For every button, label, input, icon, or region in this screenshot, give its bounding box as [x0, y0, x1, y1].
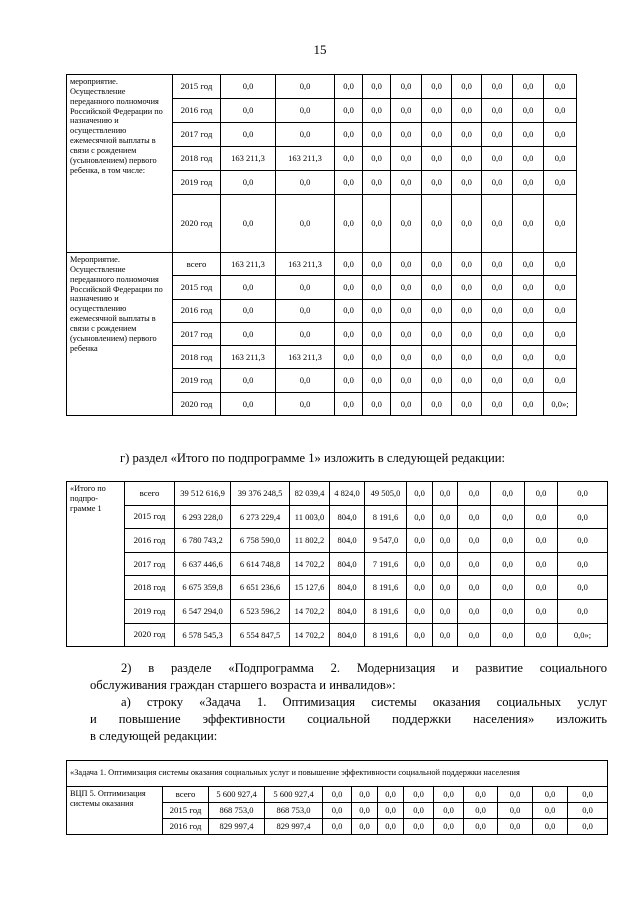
value-cell: 0,0 [391, 322, 422, 345]
paragraph-2-line-4: и повышение эффективности социальной поддержки населения» изложить [90, 712, 607, 726]
value-cell: 0,0 [452, 99, 482, 123]
value-cell: 5 600 927,4 [265, 787, 323, 803]
value-cell: 6 293 228,0 [175, 505, 231, 529]
value-cell: 14 702,2 [290, 599, 330, 623]
value-cell: 0,0 [491, 505, 525, 529]
value-cell: 0,0 [335, 195, 363, 253]
value-cell: 804,0 [330, 529, 365, 553]
value-cell: 0,0 [276, 322, 335, 345]
value-cell: 0,0 [434, 803, 464, 819]
value-cell: 0,0 [513, 147, 544, 171]
value-cell: 8 191,6 [365, 505, 407, 529]
value-cell: 0,0 [335, 392, 363, 415]
period-cell: всего [163, 787, 209, 803]
value-cell: 0,0 [513, 195, 544, 253]
value-cell: 0,0 [544, 171, 577, 195]
value-cell: 0,0 [482, 75, 513, 99]
value-cell: 0,0 [363, 99, 391, 123]
value-cell: 6 758 590,0 [231, 529, 290, 553]
value-cell: 0,0 [221, 299, 276, 322]
table-row [67, 787, 608, 803]
value-cell: 0,0 [276, 99, 335, 123]
value-cell: 0,0 [221, 322, 276, 345]
value-cell: 0,0 [391, 253, 422, 276]
value-cell: 163 211,3 [276, 147, 335, 171]
value-cell: 0,0 [544, 346, 577, 369]
value-cell: 6 614 748,8 [231, 552, 290, 576]
value-cell: 0,0 [513, 276, 544, 299]
period-cell: 2016 год [173, 99, 221, 123]
paragraph-g: г) раздел «Итого по подпрограмме 1» изложить в следующей редакции: [120, 451, 506, 465]
value-cell: 0,0 [221, 171, 276, 195]
value-cell: 0,0 [452, 195, 482, 253]
value-cell: 6 637 446,6 [175, 552, 231, 576]
table-row [67, 576, 608, 600]
value-cell: 0,0 [482, 299, 513, 322]
value-cell: 0,0 [544, 195, 577, 253]
value-cell: 0,0 [363, 253, 391, 276]
period-cell: 2017 год [125, 552, 175, 576]
period-cell: 2016 год [173, 299, 221, 322]
value-cell: 0,0 [276, 369, 335, 392]
value-cell: 0,0 [422, 346, 452, 369]
value-cell: 0,0 [544, 99, 577, 123]
value-cell: 0,0 [458, 552, 491, 576]
value-cell: 0,0 [335, 299, 363, 322]
value-cell: 0,0 [434, 819, 464, 835]
period-cell: 2017 год [173, 123, 221, 147]
value-cell: 0,0 [363, 392, 391, 415]
value-cell: 0,0 [276, 171, 335, 195]
value-cell: 0,0 [407, 505, 433, 529]
value-cell: 0,0 [323, 787, 352, 803]
value-cell: 0,0 [482, 253, 513, 276]
period-cell: 2020 год [173, 195, 221, 253]
value-cell: 0,0 [422, 195, 452, 253]
value-cell: 0,0 [568, 819, 608, 835]
value-cell: 0,0 [363, 322, 391, 345]
value-cell: 0,0 [335, 147, 363, 171]
value-cell: 0,0 [335, 99, 363, 123]
value-cell: 0,0 [558, 482, 608, 506]
value-cell: 6 578 545,3 [175, 623, 231, 647]
value-cell: 0,0 [335, 171, 363, 195]
table-row [67, 505, 608, 529]
value-cell: 6 554 847,5 [231, 623, 290, 647]
value-cell: 0,0 [335, 369, 363, 392]
value-cell: 0,0 [544, 123, 577, 147]
paragraph-2-line-3: а) строку «Задача 1. Оптимизация системы оказания социальных услуг [121, 695, 607, 709]
value-cell: 49 505,0 [365, 482, 407, 506]
value-cell: 0,0 [452, 346, 482, 369]
value-cell: 8 191,6 [365, 599, 407, 623]
value-cell: 0,0 [433, 482, 458, 506]
value-cell: 6 547 294,0 [175, 599, 231, 623]
value-cell: 0,0 [221, 195, 276, 253]
value-cell: 0,0 [363, 147, 391, 171]
value-cell: 0,0 [525, 599, 558, 623]
period-cell: 2018 год [125, 576, 175, 600]
value-cell: 0,0 [378, 803, 404, 819]
value-cell: 0,0 [513, 171, 544, 195]
value-cell: 0,0 [276, 123, 335, 147]
value-cell: 804,0 [330, 505, 365, 529]
value-cell: 0,0 [422, 99, 452, 123]
value-cell: 0,0 [352, 819, 378, 835]
value-cell: 0,0 [482, 99, 513, 123]
value-cell: 0,0 [498, 803, 533, 819]
period-cell: 2015 год [173, 75, 221, 99]
value-cell: 0,0 [513, 99, 544, 123]
value-cell: 0,0 [452, 322, 482, 345]
value-cell: 4 824,0 [330, 482, 365, 506]
value-cell: 0,0 [404, 803, 434, 819]
paragraph-2-line-5: в следующей редакции: [90, 729, 218, 743]
value-cell: 0,0 [404, 787, 434, 803]
value-cell: 39 512 616,9 [175, 482, 231, 506]
value-cell: 14 702,2 [290, 552, 330, 576]
value-cell: 5 600 927,4 [209, 787, 265, 803]
table-row [67, 529, 608, 553]
value-cell: 14 702,2 [290, 623, 330, 647]
value-cell: 0,0 [221, 276, 276, 299]
value-cell: 0,0 [525, 505, 558, 529]
value-cell: 163 211,3 [276, 253, 335, 276]
value-cell: 0,0 [458, 623, 491, 647]
value-cell: 0,0 [568, 803, 608, 819]
value-cell: 0,0 [433, 623, 458, 647]
period-cell: 2015 год [125, 505, 175, 529]
value-cell: 0,0 [221, 392, 276, 415]
value-cell: 0,0 [363, 369, 391, 392]
value-cell: 163 211,3 [276, 346, 335, 369]
value-cell: 0,0 [458, 529, 491, 553]
value-cell: 0,0 [276, 299, 335, 322]
value-cell: 0,0 [498, 819, 533, 835]
table-task-1 [66, 760, 608, 835]
table-total-subprogram-1 [66, 481, 608, 647]
value-cell: 0,0 [323, 803, 352, 819]
value-cell: 0,0 [452, 369, 482, 392]
value-cell: 0,0 [407, 529, 433, 553]
value-cell: 0,0 [407, 599, 433, 623]
value-cell: 0,0 [513, 346, 544, 369]
value-cell: 0,0 [452, 123, 482, 147]
value-cell: 0,0 [433, 599, 458, 623]
value-cell: 0,0 [491, 482, 525, 506]
value-cell: 0,0 [513, 75, 544, 99]
value-cell: 7 191,6 [365, 552, 407, 576]
value-cell: 0,0 [568, 787, 608, 803]
value-cell: 0,0 [525, 623, 558, 647]
value-cell: 0,0 [482, 369, 513, 392]
value-cell: 0,0 [452, 392, 482, 415]
value-cell: 0,0 [482, 322, 513, 345]
period-cell: 2018 год [173, 346, 221, 369]
value-cell: 0,0 [433, 529, 458, 553]
value-cell: 0,0 [391, 75, 422, 99]
value-cell: 0,0 [407, 552, 433, 576]
period-cell: 2019 год [173, 171, 221, 195]
row-label: мероприятие. Осуществление переданного полномочия Российской Федерации по назначению и осуществлению ежемесячной выплаты в связи с рождением (усыновлением) первого ребенка, в том числе: [67, 75, 173, 253]
value-cell: 163 211,3 [221, 147, 276, 171]
value-cell: 0,0 [276, 75, 335, 99]
value-cell: 0,0 [434, 787, 464, 803]
value-cell: 0,0 [513, 299, 544, 322]
value-cell: 0,0 [391, 171, 422, 195]
value-cell: 0,0 [391, 276, 422, 299]
value-cell: 0,0 [335, 123, 363, 147]
value-cell: 0,0 [491, 599, 525, 623]
value-cell: 0,0 [452, 75, 482, 99]
value-cell: 0,0 [464, 803, 498, 819]
value-cell: 804,0 [330, 552, 365, 576]
value-cell: 0,0 [525, 529, 558, 553]
table-row [67, 552, 608, 576]
value-cell: 0,0 [433, 576, 458, 600]
value-cell: 0,0 [363, 346, 391, 369]
value-cell: 6 651 236,6 [231, 576, 290, 600]
row-label: «Итого по подпро-грамме 1 [67, 482, 125, 647]
value-cell: 0,0 [558, 505, 608, 529]
value-cell: 0,0 [513, 322, 544, 345]
value-cell: 0,0 [221, 123, 276, 147]
value-cell: 0,0 [525, 482, 558, 506]
value-cell: 8 191,6 [365, 623, 407, 647]
period-cell: всего [173, 253, 221, 276]
value-cell: 0,0 [464, 787, 498, 803]
value-cell: 0,0 [458, 576, 491, 600]
value-cell: 0,0 [482, 346, 513, 369]
value-cell: 0,0 [422, 392, 452, 415]
value-cell: 0,0 [422, 147, 452, 171]
value-cell: 0,0 [276, 276, 335, 299]
period-cell: 2019 год [173, 369, 221, 392]
value-cell: 0,0 [533, 819, 568, 835]
value-cell: 0,0 [363, 171, 391, 195]
value-cell: 0,0 [482, 123, 513, 147]
period-cell: 2020 год [173, 392, 221, 415]
value-cell: 0,0 [558, 529, 608, 553]
value-cell: 0,0 [422, 322, 452, 345]
value-cell: 0,0 [391, 123, 422, 147]
value-cell: 0,0 [533, 803, 568, 819]
value-cell: 11 003,0 [290, 505, 330, 529]
value-cell: 0,0 [558, 576, 608, 600]
value-cell: 0,0 [352, 803, 378, 819]
value-cell: 0,0 [422, 253, 452, 276]
value-cell: 804,0 [330, 599, 365, 623]
value-cell: 39 376 248,5 [231, 482, 290, 506]
value-cell: 0,0 [533, 787, 568, 803]
value-cell: 0,0 [525, 576, 558, 600]
value-cell: 0,0 [363, 195, 391, 253]
value-cell: 0,0 [221, 99, 276, 123]
value-cell: 0,0 [513, 369, 544, 392]
value-cell: 0,0 [391, 369, 422, 392]
value-cell: 0,0 [525, 552, 558, 576]
period-cell: 2017 год [173, 322, 221, 345]
value-cell: 0,0 [482, 195, 513, 253]
value-cell: 0,0 [422, 123, 452, 147]
value-cell: 0,0 [452, 253, 482, 276]
value-cell: 0,0 [276, 195, 335, 253]
value-cell: 0,0 [323, 819, 352, 835]
value-cell: 0,0 [391, 299, 422, 322]
value-cell: 0,0 [558, 599, 608, 623]
value-cell: 0,0 [422, 171, 452, 195]
value-cell: 0,0 [452, 147, 482, 171]
value-cell: 0,0 [452, 276, 482, 299]
value-cell: 0,0 [378, 787, 404, 803]
value-cell: 804,0 [330, 623, 365, 647]
value-cell: 0,0 [335, 322, 363, 345]
value-cell: 0,0 [458, 482, 491, 506]
value-cell: 0,0 [513, 123, 544, 147]
value-cell: 0,0 [391, 99, 422, 123]
value-cell: 868 753,0 [209, 803, 265, 819]
value-cell: 9 547,0 [365, 529, 407, 553]
page-number: 15 [313, 42, 327, 57]
value-cell: 0,0 [452, 171, 482, 195]
value-cell: 0,0 [513, 253, 544, 276]
value-cell: 868 753,0 [265, 803, 323, 819]
value-cell: 163 211,3 [221, 253, 276, 276]
table-header-row [67, 761, 608, 787]
value-cell: 829 997,4 [265, 819, 323, 835]
value-cell: 6 780 743,2 [175, 529, 231, 553]
value-cell: 0,0 [407, 576, 433, 600]
table-row [67, 623, 608, 647]
value-cell: 0,0 [544, 147, 577, 171]
value-cell: 0,0»; [544, 392, 577, 415]
value-cell: 0,0 [404, 819, 434, 835]
value-cell: 0,0 [433, 505, 458, 529]
value-cell: 0,0 [491, 576, 525, 600]
value-cell: 829 997,4 [209, 819, 265, 835]
value-cell: 163 211,3 [221, 346, 276, 369]
period-cell: 2016 год [125, 529, 175, 553]
table-row [67, 599, 608, 623]
value-cell: 0,0 [335, 346, 363, 369]
value-cell: 0,0 [391, 392, 422, 415]
value-cell: 0,0 [452, 299, 482, 322]
value-cell: 6 523 596,2 [231, 599, 290, 623]
value-cell: 0,0 [422, 75, 452, 99]
value-cell: 0,0 [363, 123, 391, 147]
value-cell: 0,0 [391, 147, 422, 171]
period-cell: всего [125, 482, 175, 506]
value-cell: 8 191,6 [365, 576, 407, 600]
table-row [67, 75, 608, 99]
value-cell: 0,0 [482, 171, 513, 195]
table-row [67, 253, 608, 276]
value-cell: 0,0 [276, 392, 335, 415]
period-cell: 2020 год [125, 623, 175, 647]
value-cell: 0,0 [458, 505, 491, 529]
value-cell: 0,0 [352, 787, 378, 803]
value-cell: 0,0 [363, 299, 391, 322]
value-cell: 0,0 [407, 623, 433, 647]
paragraph-2-line-1: 2) в разделе «Подпрограмма 2. Модернизация и развитие социального [121, 661, 607, 675]
value-cell: 0,0 [482, 392, 513, 415]
value-cell: 0,0 [458, 599, 491, 623]
value-cell: 0,0 [221, 369, 276, 392]
value-cell: 804,0 [330, 576, 365, 600]
value-cell: 0,0 [482, 276, 513, 299]
row-label: Мероприятие. Осуществление переданного полномочия Российской Федерации по назначению и осуществлению ежемесячной выплаты в связи с рождением (усыновлением) первого ребенка [67, 253, 173, 416]
period-cell: 2015 год [173, 276, 221, 299]
value-cell: 0,0 [544, 299, 577, 322]
table-row [67, 482, 608, 506]
value-cell: 0,0 [391, 195, 422, 253]
row-label: ВЦП 5. Оптимизация системы оказания [67, 787, 163, 835]
value-cell: 0,0 [498, 787, 533, 803]
value-cell: 0,0 [482, 147, 513, 171]
value-cell: 6 675 359,8 [175, 576, 231, 600]
task-header: «Задача 1. Оптимизация системы оказания социальных услуг и повышение эффективности социальной поддержки населения [67, 761, 608, 787]
value-cell: 15 127,6 [290, 576, 330, 600]
value-cell: 82 039,4 [290, 482, 330, 506]
value-cell: 0,0 [335, 253, 363, 276]
value-cell: 0,0 [422, 299, 452, 322]
paragraph-2-line-2: обслуживания граждан старшего возраста и инвалидов»: [90, 678, 396, 692]
value-cell: 0,0 [544, 75, 577, 99]
value-cell: 0,0 [491, 529, 525, 553]
period-cell: 2015 год [163, 803, 209, 819]
value-cell: 0,0 [544, 276, 577, 299]
value-cell: 6 273 229,4 [231, 505, 290, 529]
value-cell: 0,0 [544, 369, 577, 392]
value-cell: 0,0 [422, 276, 452, 299]
value-cell: 0,0 [513, 392, 544, 415]
value-cell: 0,0 [433, 552, 458, 576]
value-cell: 0,0 [378, 819, 404, 835]
value-cell: 0,0 [335, 276, 363, 299]
value-cell: 0,0 [544, 322, 577, 345]
value-cell: 0,0 [221, 75, 276, 99]
value-cell: 0,0 [363, 276, 391, 299]
value-cell: 0,0 [335, 75, 363, 99]
value-cell: 0,0 [422, 369, 452, 392]
value-cell: 0,0»; [558, 623, 608, 647]
value-cell: 0,0 [558, 552, 608, 576]
value-cell: 0,0 [491, 552, 525, 576]
value-cell: 0,0 [491, 623, 525, 647]
value-cell: 11 802,2 [290, 529, 330, 553]
period-cell: 2018 год [173, 147, 221, 171]
value-cell: 0,0 [464, 819, 498, 835]
value-cell: 0,0 [544, 253, 577, 276]
period-cell: 2016 год [163, 819, 209, 835]
value-cell: 0,0 [407, 482, 433, 506]
value-cell: 0,0 [363, 75, 391, 99]
value-cell: 0,0 [391, 346, 422, 369]
period-cell: 2019 год [125, 599, 175, 623]
table-measures [66, 74, 608, 416]
